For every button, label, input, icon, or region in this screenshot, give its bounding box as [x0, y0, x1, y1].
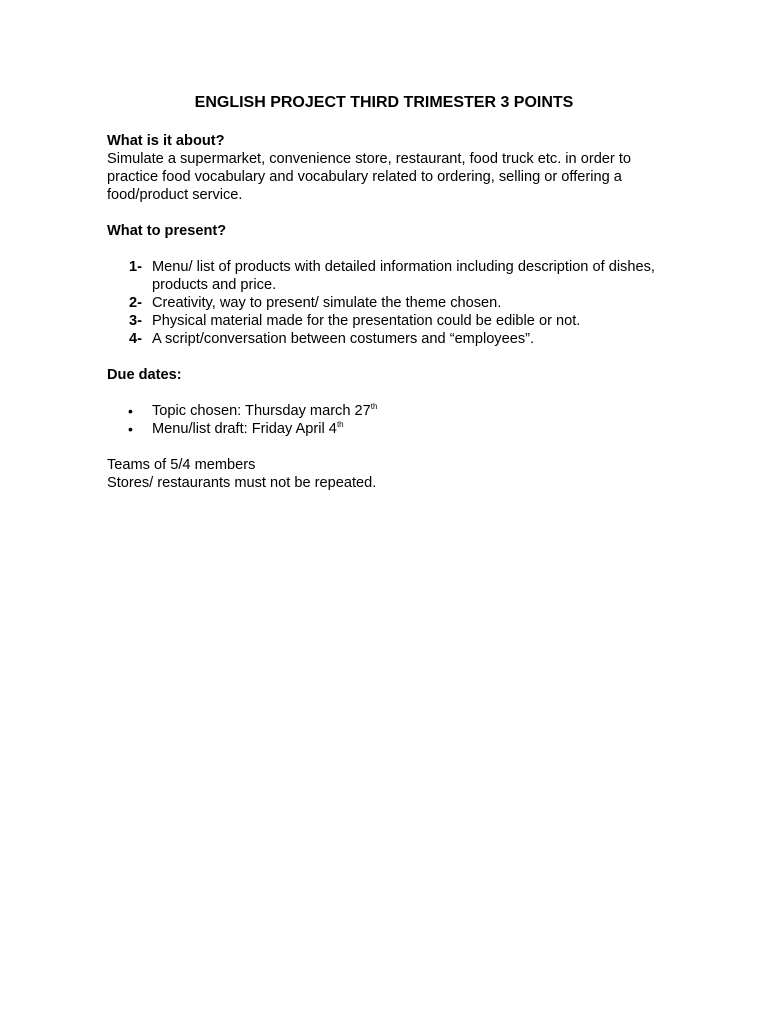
item-number: 1- — [129, 259, 142, 275]
spacer — [107, 204, 667, 222]
team-size-note: Teams of 5/4 members — [107, 457, 256, 473]
present-item-2 — [107, 294, 667, 312]
ordinal-suffix: th — [336, 420, 344, 429]
item-number: 4- — [129, 331, 142, 347]
present-heading: What to present? — [107, 223, 227, 239]
due-item-menu-draft — [107, 420, 667, 438]
item-text: Creativity, way to present/ simulate the theme chosen. — [152, 295, 502, 311]
item-text: Physical material made for the presentation could be edible or not. — [152, 313, 581, 329]
document-title: ENGLISH PROJECT THIRD TRIMESTER 3 POINTS — [194, 94, 574, 111]
due-heading: Due dates: — [107, 367, 182, 383]
present-item-3 — [107, 312, 667, 330]
bullet-icon: • — [128, 403, 133, 419]
ordinal-suffix: th — [370, 402, 378, 411]
item-text: Menu/list draft: Friday April 4 — [152, 421, 337, 437]
item-text: A script/conversation between costumers and “employees”. — [152, 331, 535, 347]
bullet-icon: • — [128, 421, 133, 437]
item-number: 2- — [129, 295, 142, 311]
present-item-4 — [107, 330, 667, 348]
about-heading: What is it about? — [107, 133, 225, 149]
no-repeat-note: Stores/ restaurants must not be repeated. — [107, 475, 377, 491]
item-text: Menu/ list of products with detailed information including description of dishes, products and price. — [152, 259, 655, 293]
item-text: Topic chosen: Thursday march 27 — [152, 403, 371, 419]
present-list — [107, 258, 667, 348]
spacer — [107, 348, 667, 366]
spacer — [107, 384, 667, 402]
due-list — [107, 402, 667, 438]
document-content — [107, 132, 667, 492]
spacer — [107, 438, 667, 456]
about-text: Simulate a supermarket, convenience store, restaurant, food truck etc. in order to practice food vocabulary and vocabulary related to ordering, selling or offering a food/product service. — [107, 151, 632, 203]
item-number: 3- — [129, 313, 142, 329]
spacer — [107, 240, 667, 258]
present-item-1 — [107, 258, 667, 294]
due-item-topic — [107, 402, 667, 420]
